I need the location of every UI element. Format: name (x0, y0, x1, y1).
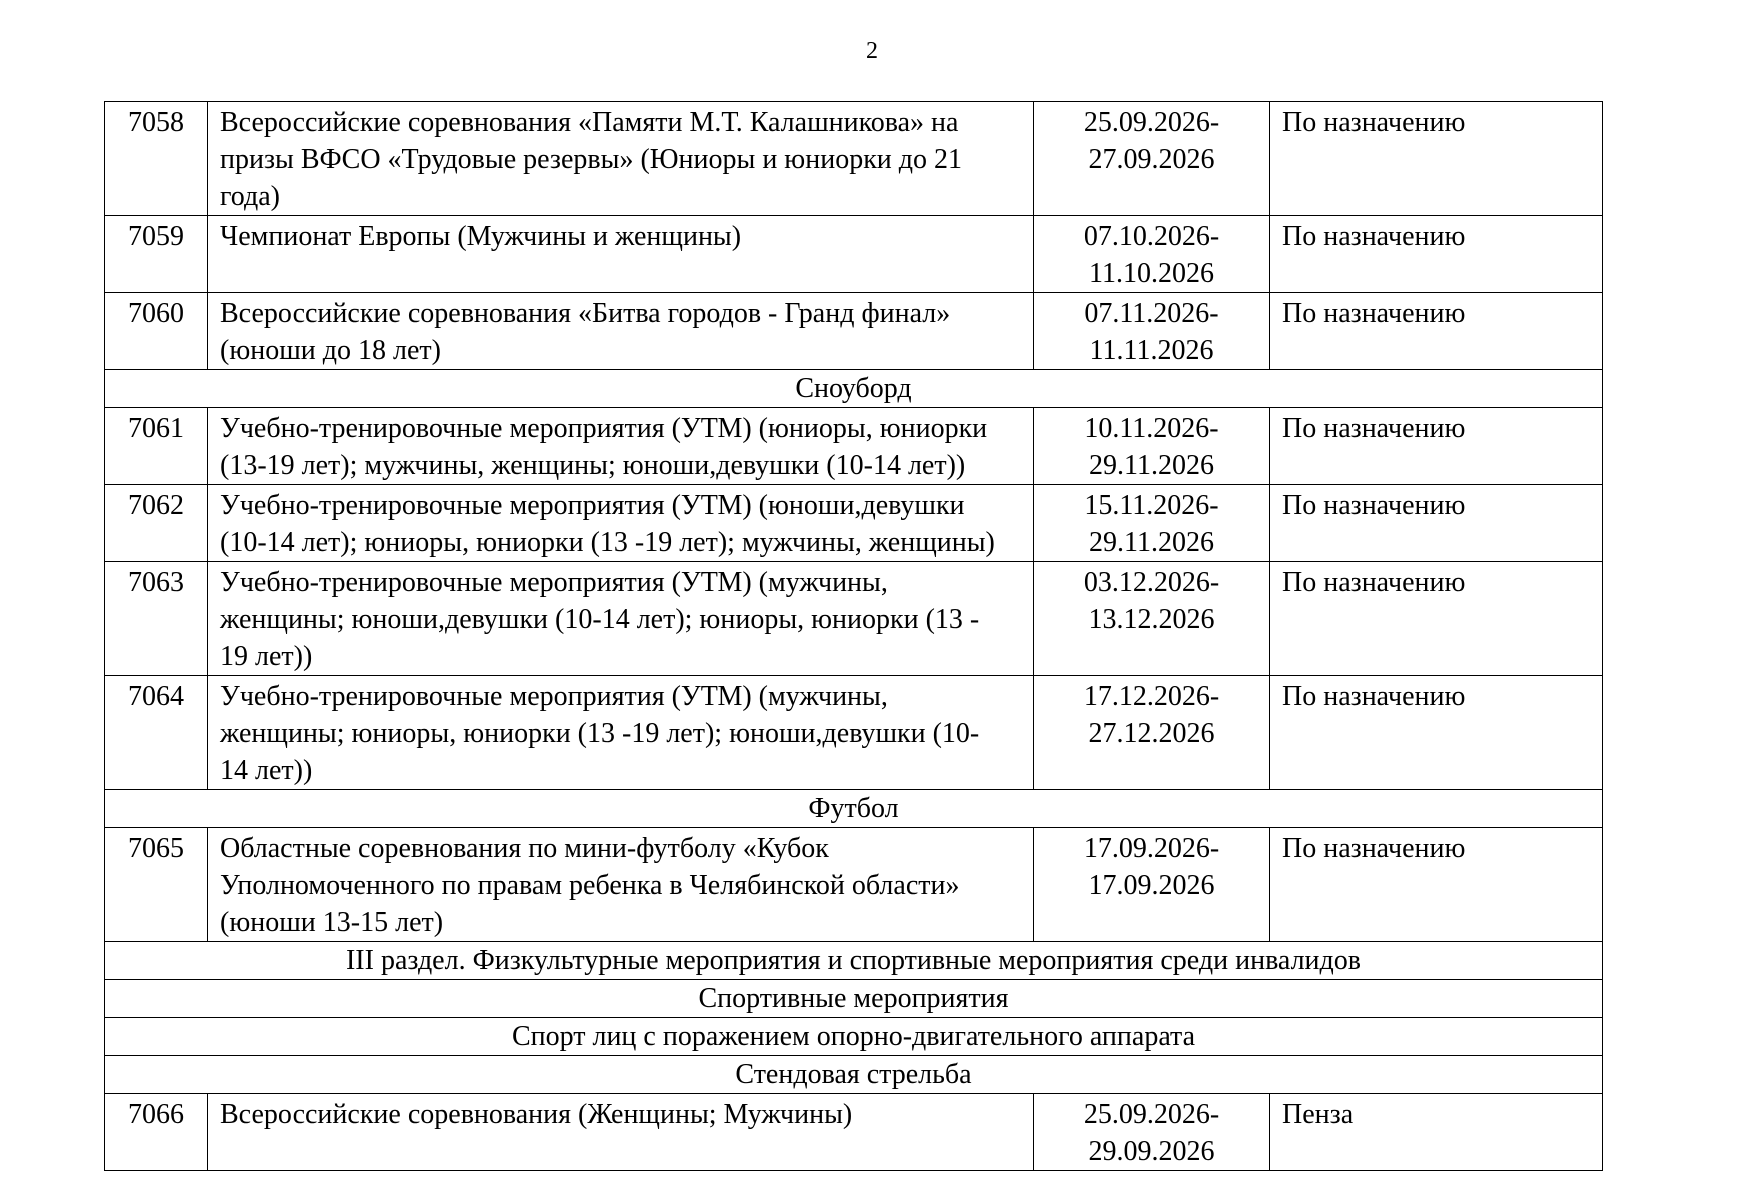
event-dates (1034, 676, 1270, 790)
event-dates (1034, 216, 1270, 293)
event-date-line: 29.11.2026 (1089, 450, 1214, 481)
event-row (105, 485, 1603, 562)
event-number: 7059 (105, 216, 208, 293)
event-name-line: 14 лет)) (220, 755, 313, 786)
event-place: По назначению (1270, 408, 1603, 485)
event-place: По назначению (1270, 485, 1603, 562)
event-dates (1034, 102, 1270, 216)
event-date-line: 13.12.2026 (1088, 604, 1215, 635)
event-name (208, 485, 1034, 562)
event-dates (1034, 293, 1270, 370)
event-name (208, 828, 1034, 942)
event-date-line: 03.12.2026- (1083, 567, 1220, 598)
section-row (105, 1056, 1603, 1094)
event-dates (1034, 1094, 1270, 1171)
section-title: III раздел. Физкультурные мероприятия и спортивные мероприятия среди инвалидов (105, 942, 1603, 980)
event-date-line: 17.12.2026- (1083, 681, 1220, 712)
event-name-line: Областные соревнования по мини-футболу «Кубок (220, 833, 829, 864)
event-name-line: 19 лет)) (220, 641, 313, 672)
section-row (105, 1018, 1603, 1056)
schedule-body (105, 102, 1603, 1171)
event-name-line: призы ВФСО «Трудовые резервы» (Юниоры и юниорки до 21 (220, 144, 963, 175)
event-name-line: Учебно-тренировочные мероприятия (УТМ) (мужчины, (220, 567, 888, 598)
event-name-line: Учебно-тренировочные мероприятия (УТМ) (юноши,девушки (220, 490, 965, 521)
section-row (105, 790, 1603, 828)
event-number: 7062 (105, 485, 208, 562)
event-name-line: года) (220, 181, 280, 212)
section-row (105, 942, 1603, 980)
event-date-line: 11.10.2026 (1089, 258, 1214, 289)
event-place: По назначению (1270, 828, 1603, 942)
event-name-line: Всероссийские соревнования «Битва городов - Гранд финал» (220, 298, 951, 329)
event-name (208, 1094, 1034, 1171)
event-name (208, 408, 1034, 485)
event-place: По назначению (1270, 216, 1603, 293)
event-date-line: 11.11.2026 (1089, 335, 1214, 366)
event-date-line: 07.11.2026- (1084, 298, 1219, 329)
event-dates (1034, 408, 1270, 485)
section-row (105, 980, 1603, 1018)
event-number: 7066 (105, 1094, 208, 1171)
event-name-line: Всероссийские соревнования (Женщины; Мужчины) (220, 1099, 853, 1130)
event-place: Пенза (1270, 1094, 1603, 1171)
event-dates (1034, 562, 1270, 676)
event-name (208, 216, 1034, 293)
event-name (208, 102, 1034, 216)
event-name-line: (13-19 лет); мужчины, женщины; юноши,девушки (10-14 лет)) (220, 450, 966, 481)
event-date-line: 15.11.2026- (1084, 490, 1219, 521)
section-title: Футбол (105, 790, 1603, 828)
event-dates (1034, 828, 1270, 942)
event-number: 7065 (105, 828, 208, 942)
section-title: Спорт лиц с поражением опорно-двигательного аппарата (105, 1018, 1603, 1056)
event-row (105, 1094, 1603, 1171)
event-row (105, 102, 1603, 216)
event-name (208, 676, 1034, 790)
event-name (208, 562, 1034, 676)
event-dates (1034, 485, 1270, 562)
event-place: По назначению (1270, 562, 1603, 676)
event-name-line: женщины; юноши,девушки (10-14 лет); юниоры, юниорки (13 - (220, 604, 980, 635)
event-row (105, 676, 1603, 790)
event-date-line: 29.11.2026 (1089, 527, 1214, 558)
event-date-line: 17.09.2026- (1083, 833, 1220, 864)
event-number: 7063 (105, 562, 208, 676)
section-title: Спортивные мероприятия (105, 980, 1603, 1018)
event-place: По назначению (1270, 102, 1603, 216)
event-date-line: 29.09.2026 (1088, 1136, 1215, 1167)
event-name-line: женщины; юниоры, юниорки (13 -19 лет); юноши,девушки (10- (220, 718, 980, 749)
event-row (105, 293, 1603, 370)
page-number: 2 (866, 38, 878, 64)
event-row (105, 216, 1603, 293)
section-title: Сноуборд (105, 370, 1603, 408)
event-row (105, 408, 1603, 485)
event-name-line: Уполномоченного по правам ребенка в Челябинской области» (220, 870, 960, 901)
schedule-table (104, 101, 1603, 1171)
section-title: Стендовая стрельба (105, 1056, 1603, 1094)
event-name (208, 293, 1034, 370)
event-name-line: Учебно-тренировочные мероприятия (УТМ) (мужчины, (220, 681, 888, 712)
event-name-line: Учебно-тренировочные мероприятия (УТМ) (юниоры, юниорки (220, 413, 988, 444)
event-place: По назначению (1270, 293, 1603, 370)
event-number: 7061 (105, 408, 208, 485)
event-date-line: 17.09.2026 (1088, 870, 1215, 901)
section-row (105, 370, 1603, 408)
event-name-line: (10-14 лет); юниоры, юниорки (13 -19 лет); мужчины, женщины) (220, 527, 995, 558)
event-number: 7058 (105, 102, 208, 216)
event-row (105, 828, 1603, 942)
event-row (105, 562, 1603, 676)
event-date-line: 27.09.2026 (1088, 144, 1215, 175)
event-date-line: 10.11.2026- (1084, 413, 1219, 444)
event-name-line: (юноши до 18 лет) (220, 335, 441, 366)
event-name-line: Чемпионат Европы (Мужчины и женщины) (220, 221, 742, 252)
event-number: 7064 (105, 676, 208, 790)
event-number: 7060 (105, 293, 208, 370)
event-name-line: (юноши 13-15 лет) (220, 907, 444, 938)
event-date-line: 25.09.2026- (1083, 107, 1220, 138)
event-date-line: 25.09.2026- (1083, 1099, 1220, 1130)
event-place: По назначению (1270, 676, 1603, 790)
event-name-line: Всероссийские соревнования «Памяти М.Т. Калашникова» на (220, 107, 959, 138)
event-date-line: 07.10.2026- (1083, 221, 1220, 252)
event-date-line: 27.12.2026 (1088, 718, 1215, 749)
